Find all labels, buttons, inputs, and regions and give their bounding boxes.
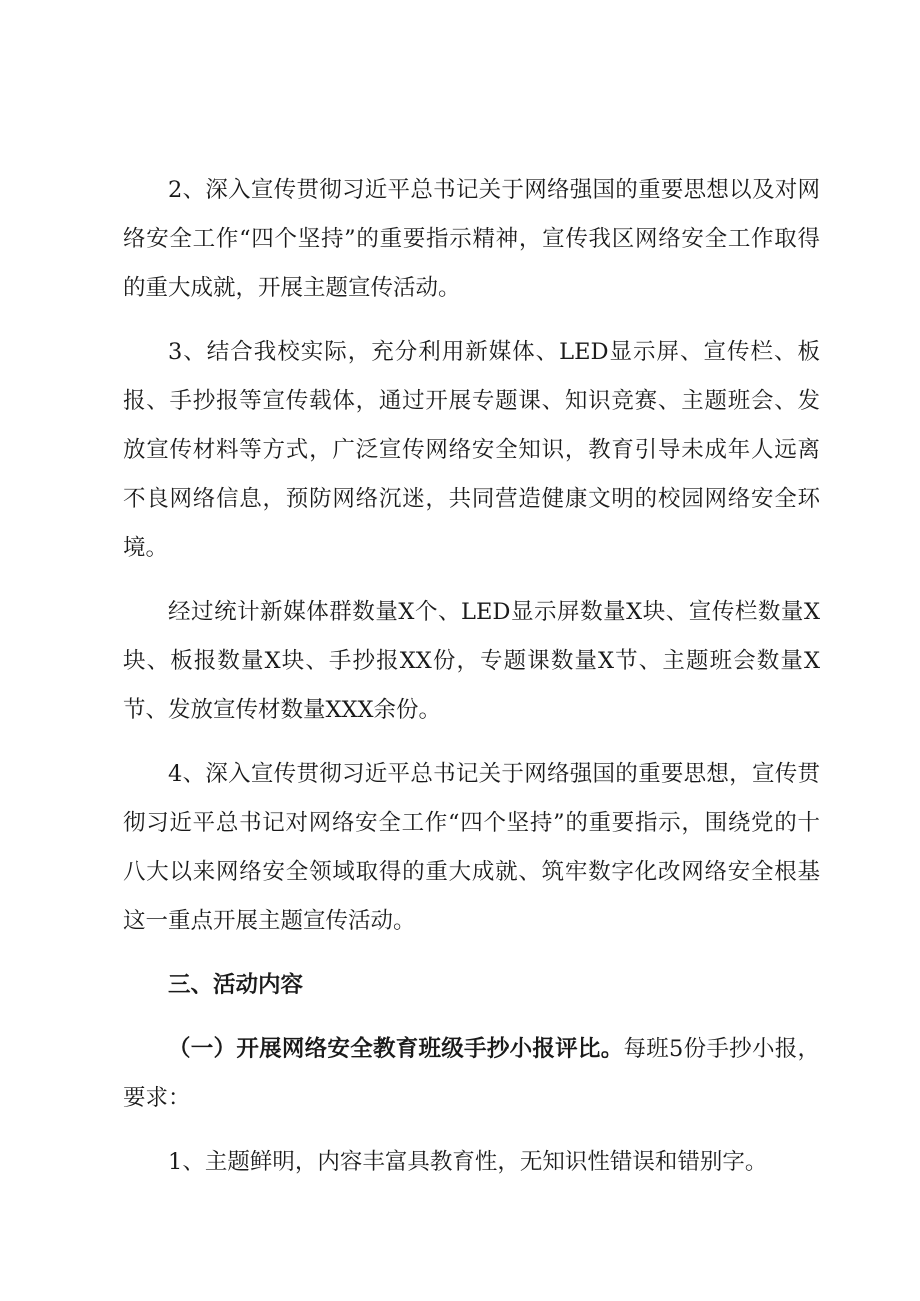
section-heading-activities: 三、活动内容 bbox=[168, 972, 304, 998]
item-one-paragraph bbox=[123, 1025, 820, 1123]
paragraph-3: 3、结合我校实际，充分利用新媒体、LED显示屏、宣传栏、板报、手抄报等宣传载体，通过开展专题课、知识竞赛、主题班会、发放宣传材料等方式，广泛宣传网络安全知识，教育引导未成年人远离不良网络信息，预防网络沉迷，共同营造健康文明的校园网络安全环境。 bbox=[123, 339, 820, 561]
paragraph-2: 2、深入宣传贯彻习近平总书记关于网络强国的重要思想以及对网络安全工作“四个坚持”的重要指示精神，宣传我区网络安全工作取得的重大成就，开展主题宣传活动。 bbox=[123, 177, 820, 301]
paragraph-statistics: 经过统计新媒体群数量X个、LED显示屏数量X块、宣传栏数量X块、板报数量X块、手抄报XX份，专题课数量X节、主题班会数量X节、发放宣传材数量XXX余份。 bbox=[123, 599, 820, 723]
paragraph-4: 4、深入宣传贯彻习近平总书记关于网络强国的重要思想，宣传贯彻习近平总书记对网络安全工作“四个坚持”的重要指示，围绕党的十八大以来网络安全领域取得的重大成就、筑牢数字化改网络安全根基这一重点开展主题宣传活动。 bbox=[123, 761, 820, 934]
requirement-one: 1、主题鲜明，内容丰富具教育性，无知识性错误和错别字。 bbox=[168, 1149, 768, 1175]
item-one-lead: （一）开展网络安全教育班级手抄小报评比。 bbox=[168, 1036, 624, 1062]
item-one-rest: 每班5份手抄小报，要求： bbox=[123, 1036, 820, 1111]
document-body bbox=[123, 166, 820, 1202]
